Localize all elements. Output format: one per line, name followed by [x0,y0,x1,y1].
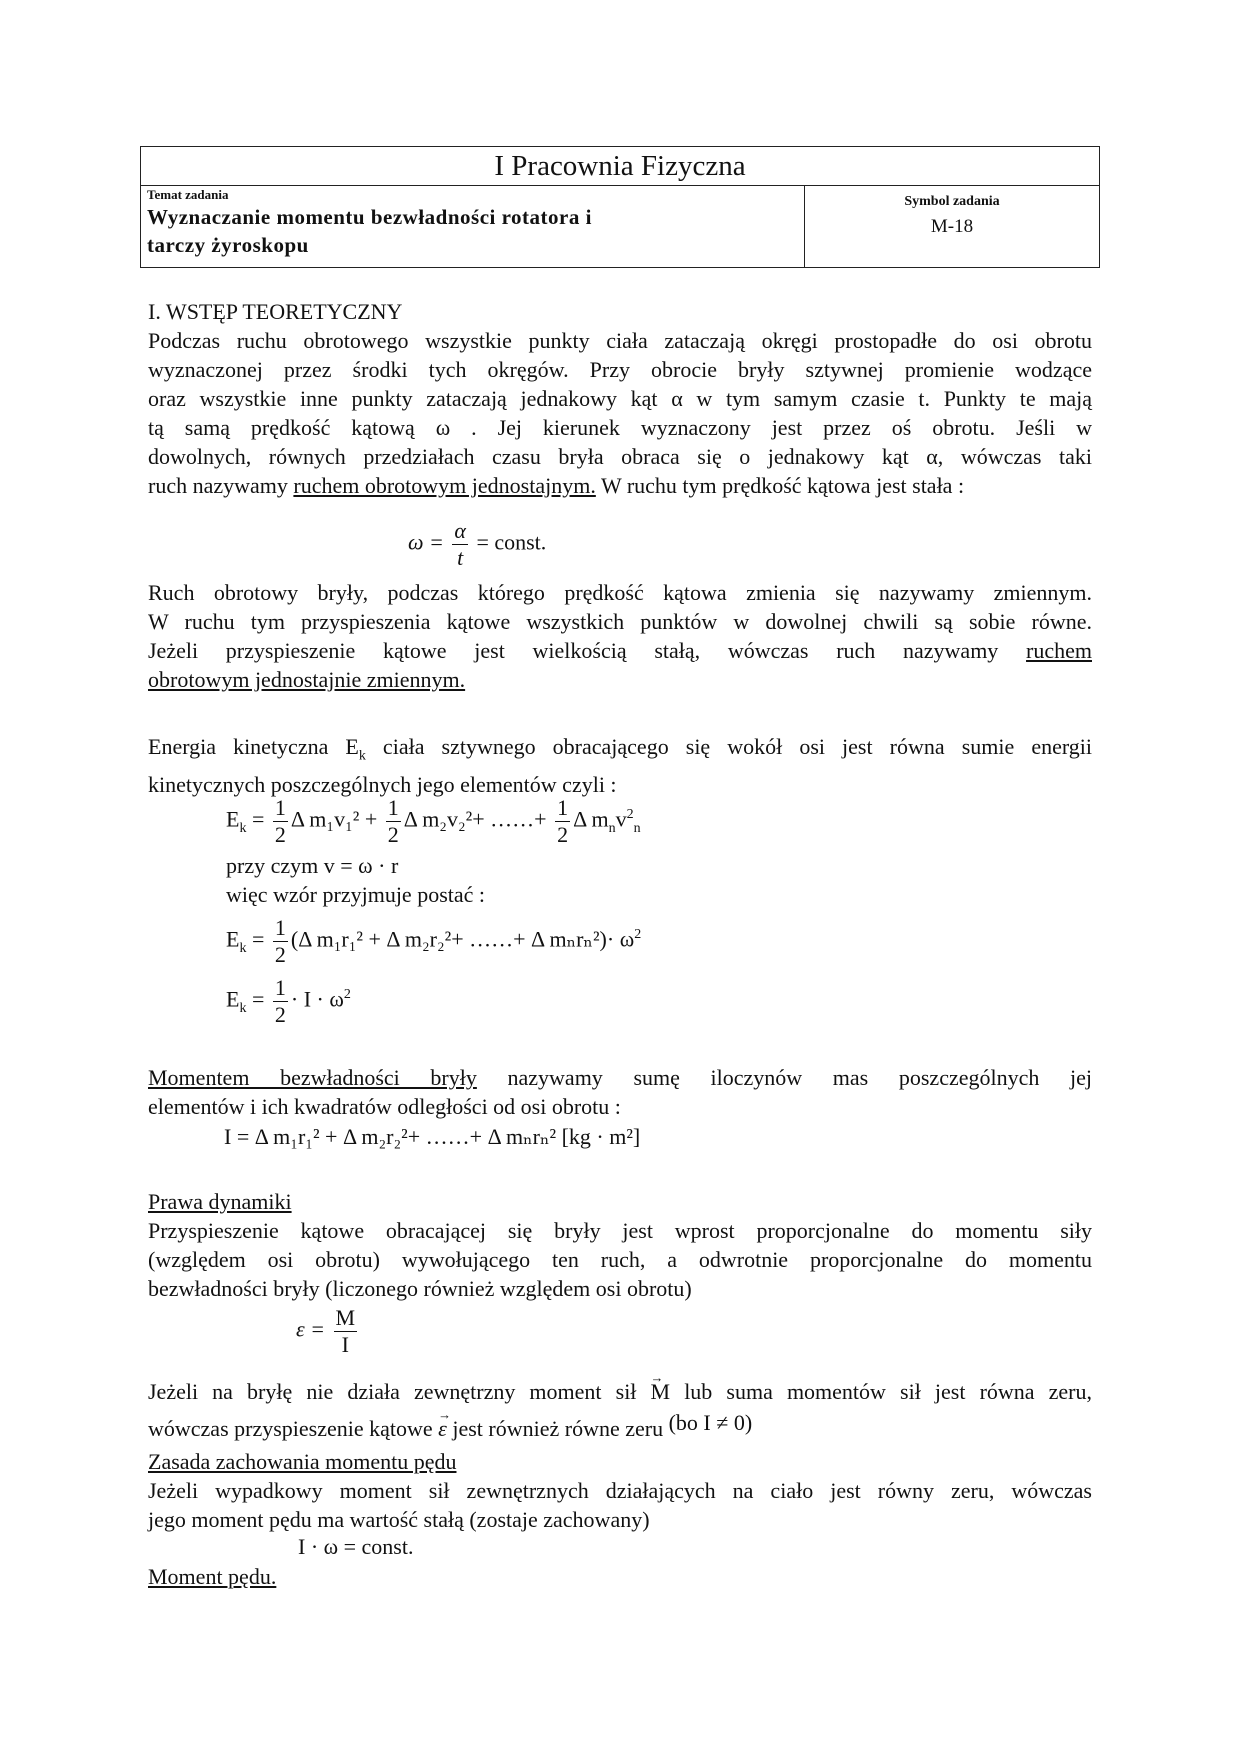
text-line: Jeżeli przyspieszenie kątowe jest wielkością stałą, wówczas ruch nazywamy ruchem [148,638,1092,663]
dynamics-heading: Prawa dynamiki [148,1189,292,1214]
equation-kinetic-energy: $E_k$ = $\frac{1}{2}$ Δ m₁v₁² + $\frac{1}{2}$ Δ m₂v₂²+ ……+ $\frac{1}{2}$ Δ $m_nv^2_n$ [226,795,641,847]
text-line: Ruch obrotowy bryły, podczas którego prędkość kątowa zmienia się nazywamy zmiennym. [148,580,1092,605]
text-line: Energia kinetyczna $E_k$ ciała sztywnego obracającego się wokół osi jest równa sumie energii [148,734,1092,764]
so-line: więc wzór przyjmuje postać : [226,882,486,907]
text-line: wówczas przyspieszenie kątowe → ε jest również równe zeru (bo I ≠ 0) [148,1414,1092,1443]
text-line: Momentem bezwładności bryły nazywamy sumę iloczynów mas poszczególnych jej [148,1065,1092,1090]
symbol-label: Symbol zadania [904,194,1000,209]
conservation-paragraph [148,1476,1092,1534]
intro-paragraph [148,326,1092,500]
conservation-heading: Zasada zachowania momentu pędu [148,1449,457,1474]
text-line: ruch nazywamy ruchem obrotowym jednostajnym. W ruchu tym prędkość kątowa jest stała : [148,473,965,498]
text-line: W ruchu tym przyspieszenia kątowe wszystkich punktów w dowolnej chwili są sobie równe. [148,609,1092,634]
text-line: oraz wszystkie inne punkty zataczają jednakowy kąt α w tym samym czasie t. Punkty te mają [148,386,1092,411]
text-line: Podczas ruchu obrotowego wszystkie punkty ciała zataczają okręgi prostopadłe do osi obrotu [148,328,1092,353]
text-line: jego moment pędu ma wartość stałą (zostaje zachowany) [148,1507,650,1532]
topic-cell [141,186,805,268]
symbol-cell [805,186,1099,268]
angular-momentum-heading: Moment pędu. [148,1564,277,1589]
section-heading: I. WSTĘP TEORETYCZNY [148,299,403,324]
task-name-line1: Wyznaczanie momentu bezwładności rotatora i [147,205,592,229]
symbol-value: M-18 [930,216,974,237]
text-line: kinetycznych poszczególnych jego elementów czyli : [148,772,617,798]
task-name-line2: tarczy żyroskopu [147,233,309,257]
topic-label: Temat zadania [147,187,229,202]
term-moment-of-inertia: Momentem bezwładności bryły [148,1065,477,1090]
text-line: Przyspieszenie kątowe obracającej się bryły jest wprost proporcjonalne do momentu siły [148,1218,1092,1243]
inertia-paragraph [148,1063,1092,1121]
equation-energy-inertia: $E_k$ = $\frac{1}{2}$ · $I \cdot \omega^2$ [226,975,351,1027]
text-line: Jeżeli wypadkowy moment sił zewnętrznych działających na ciało jest równy zeru, wówczas [148,1478,1092,1503]
variable-motion-paragraph [148,578,1092,694]
equation-energy-sum: $E_k$ = $\frac{1}{2}$ (Δ m₁r₁² + Δ m₂r₂²+ ……+ Δ $m_nr_n^2)\cdot \omega^2$ [226,915,642,967]
text-line: tą samą prędkość kątową ω . Jej kierunek wyznaczony jest przez oś obrotu. Jeśli w [148,415,1092,440]
equation-angular-acceleration: ε = $\frac{M}{I}$ [296,1305,356,1357]
text-line: Jeżeli na bryłę nie działa zewnętrzny moment sił → M lub suma momentów sił jest równa zeru, [148,1377,1092,1406]
text-line: bezwładności bryły (liczonego również względem osi obrotu) [148,1276,692,1301]
text-line: (względem osi obrotu) wywołującego ten ruch, a odwrotnie proporcjonalne do momentu [148,1247,1092,1272]
torque-paragraph [148,1377,1092,1443]
text-line: elementów i ich kwadratów odległości od osi obrotu : [148,1094,621,1119]
where-line: przy czym v = ω · r [226,853,399,878]
term-uniform-rotation: ruchem obrotowym jednostajnym. [293,473,596,498]
dynamics-paragraph [148,1216,1092,1303]
header-row [141,186,1099,268]
header-table [140,146,1100,268]
term-variable-rotation: obrotowym jednostajnie zmiennym. [148,667,466,692]
equation-omega: ω = $\frac{\alpha}{t}$ = const. [408,518,547,570]
text-line: dowolnych, równych przedziałach czasu bryła obraca się o jednakowy kąt α, wówczas taki [148,444,1092,469]
text-line: wyznaczonej przez środki tych okręgów. Przy obrocie bryły sztywnej promienie wodzące [148,357,1092,382]
equation-conservation: I · ω = const. [298,1534,414,1559]
energy-paragraph [148,732,1092,799]
lab-title: I Pracownia Fizyczna [141,147,1099,186]
equation-inertia: I = Δ m₁r₁² + Δ m₂r₂²+ ……+ Δ mₙrₙ² [kg · m²] [224,1124,641,1149]
